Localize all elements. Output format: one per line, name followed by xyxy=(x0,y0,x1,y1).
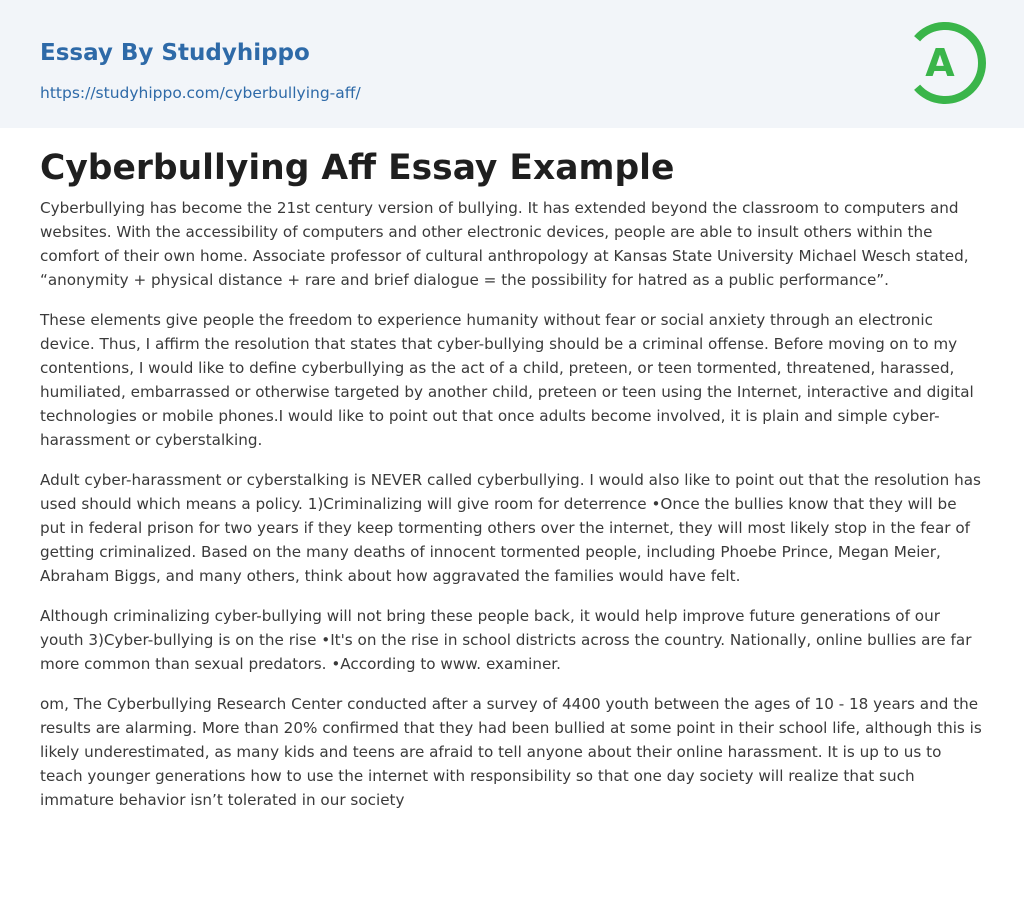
page-title: Cyberbullying Aff Essay Example xyxy=(40,148,675,188)
brand-title[interactable]: Essay By Studyhippo xyxy=(40,40,310,66)
essay-paragraph-3: Adult cyber-harassment or cyberstalking is NEVER called cyberbullying. I would also like to point out that the resolution has used should which means a policy. 1)Criminalizing will give room for deterrence •Once the bullies know that they will be put in federal prison for two years if they keep tormenting others over the internet, they will most likely stop in the fear of getting criminalized. Based on the many deaths of innocent tormented people, including Phoebe Prince, Megan Meier, Abraham Biggs, and many others, think about how aggravated the families would have felt. xyxy=(40,471,981,585)
essay-paragraph-5: om, The Cyberbullying Research Center conducted after a survey of 4400 youth between the ages of 10 - 18 years and the results are alarming. More than 20% confirmed that they had been bullied at some point in their school life, although this is likely underestimated, as many kids and teens are afraid to tell anyone about their online harassment. It is up to us to teach younger generations how to use the internet with responsibility so that one day society will realize that such immature behavior isn’t tolerated in our society xyxy=(40,695,982,809)
source-url-link[interactable]: https://studyhippo.com/cyberbullying-aff/ xyxy=(40,84,361,102)
studyhippo-logo-icon[interactable] xyxy=(908,18,990,108)
essay-paragraph-4: Although criminalizing cyber-bullying will not bring these people back, it would help improve future generations of our youth 3)Cyber-bullying is on the rise •It's on the rise in school districts across the country. Nationally, online bullies are far more common than sexual predators. •According to www. examiner. xyxy=(40,607,972,673)
essay-paragraph-2: These elements give people the freedom to experience humanity without fear or social anxiety through an electronic device. Thus, I affirm the resolution that states that cyber-bullying should be a criminal offense. Before moving on to my contentions, I would like to define cyberbullying as the act of a child, preteen, or teen tormented, threatened, harassed, humiliated, embarrassed or otherwise targeted by another child, preteen or teen using the Internet, interactive and digital technologies or mobile phones.I would like to point out that once adults become involved, it is plain and simple cyber-harassment or cyberstalking. xyxy=(40,311,974,449)
essay-paragraph-1: Cyberbullying has become the 21st century version of bullying. It has extended beyond the classroom to computers and websites. With the accessibility of computers and other electronic devices, people are able to insult others within the comfort of their own home. Associate professor of cultural anthropology at Kansas State University Michael Wesch stated, “anonymity + physical distance + rare and brief dialogue = the possibility for hatred as a public performance”. xyxy=(40,199,969,289)
logo-letter: A xyxy=(925,41,955,85)
site-header xyxy=(0,0,1024,128)
article xyxy=(40,140,982,828)
